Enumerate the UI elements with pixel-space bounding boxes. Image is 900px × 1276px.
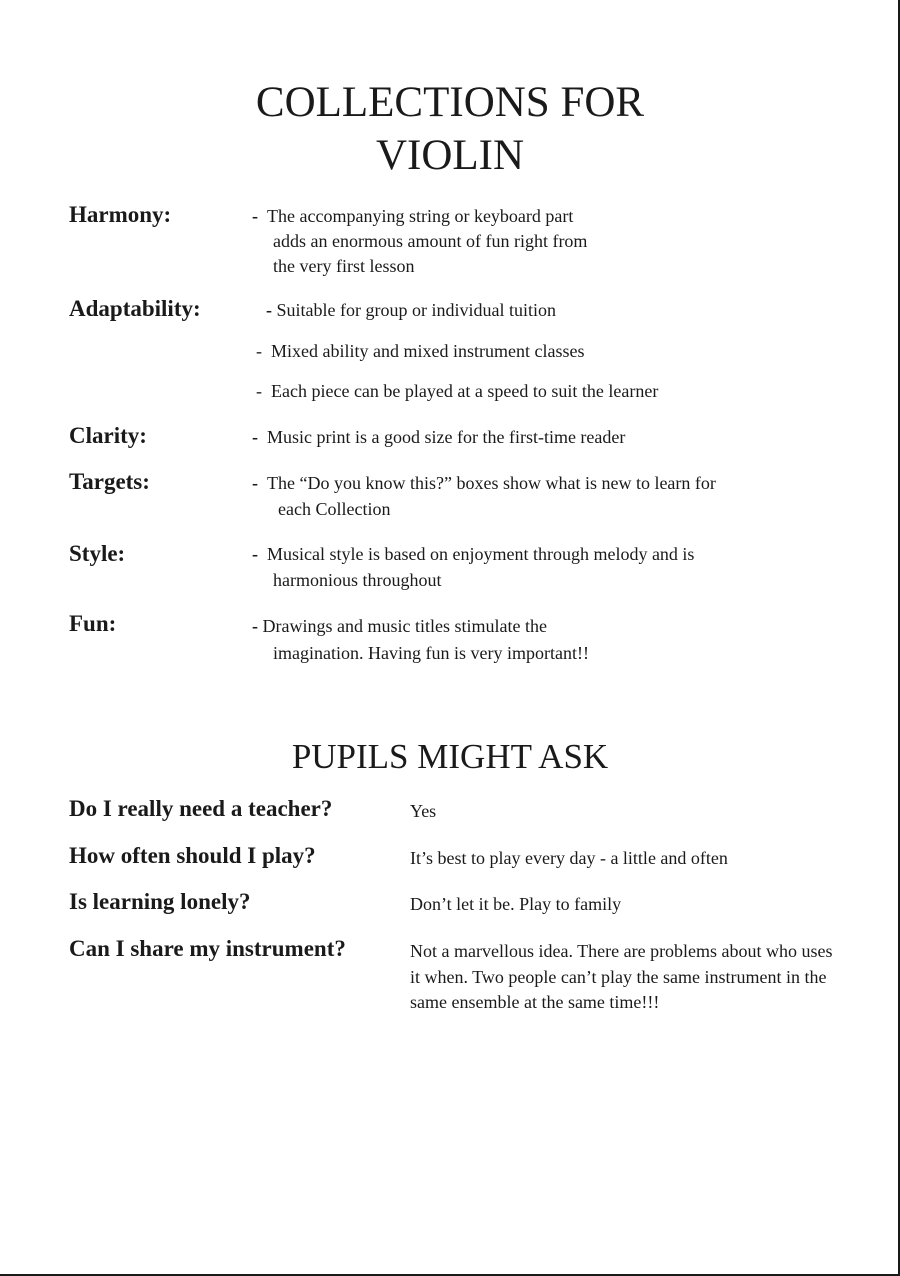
feature-dash: - <box>252 544 258 564</box>
section-title-pupils-might-ask: PUPILS MIGHT ASK <box>291 737 609 776</box>
feature-text: Mixed ability and mixed instrument classes <box>271 341 585 361</box>
feature-label: Targets: <box>69 469 150 494</box>
feature-dash: - <box>252 206 258 226</box>
feature-line <box>266 298 556 323</box>
feature-text: harmonious throughout <box>273 570 442 590</box>
qa-question: Do I really need a teacher? <box>69 796 333 821</box>
feature-label: Style: <box>69 541 126 566</box>
feature-line <box>252 204 573 229</box>
qa-answer: It’s best to play every day - a little and often <box>410 848 728 868</box>
feature-line <box>273 641 589 666</box>
feature-line <box>252 542 694 567</box>
feature-label: Harmony: <box>69 202 172 227</box>
feature-text: Each piece can be played at a speed to suit the learner <box>271 381 659 401</box>
feature-line <box>256 379 658 404</box>
feature-dash: - <box>256 381 262 401</box>
feature-text: adds an enormous amount of fun right from <box>273 231 588 251</box>
page-title-line-2: VIOLIN <box>375 132 525 179</box>
feature-text: each Collection <box>278 499 391 519</box>
feature-line <box>252 614 547 639</box>
qa-answer: Not a marvellous idea. There are problems about who uses it when. Two people can’t play the same instrument in the same ensemble at the same time!!! <box>410 941 833 1012</box>
feature-label: Adaptability: <box>69 296 201 321</box>
feature-label: Clarity: <box>69 423 147 448</box>
feature-text: Suitable for group or individual tuition <box>276 300 556 320</box>
feature-dash: - <box>256 341 262 361</box>
feature-line <box>273 568 442 593</box>
qa-question: Is learning lonely? <box>69 889 251 914</box>
qa-question: How often should I play? <box>69 843 316 868</box>
feature-line <box>252 425 625 450</box>
feature-dash: - <box>252 616 258 636</box>
page-title <box>0 76 900 182</box>
feature-dash: - <box>266 300 272 320</box>
feature-line <box>273 229 587 254</box>
feature-dash: - <box>252 427 258 447</box>
feature-line <box>256 339 584 364</box>
feature-line <box>278 497 390 522</box>
feature-text: the very first lesson <box>273 256 415 276</box>
feature-line <box>252 471 716 496</box>
feature-text: Music print is a good size for the first-time reader <box>267 427 626 447</box>
qa-question: Can I share my instrument? <box>69 936 346 961</box>
page-title-line-1: COLLECTIONS FOR <box>255 79 645 126</box>
feature-text: Drawings and music titles stimulate the <box>262 616 547 636</box>
feature-text: Musical style is based on enjoyment through melody and is <box>267 544 695 564</box>
feature-dash: - <box>252 473 258 493</box>
feature-line <box>273 254 414 279</box>
feature-text: The accompanying string or keyboard part <box>267 206 574 226</box>
feature-text: imagination. Having fun is very important!! <box>273 643 589 663</box>
feature-label: Fun: <box>69 611 117 636</box>
feature-text: The “Do you know this?” boxes show what is new to learn for <box>267 473 716 493</box>
qa-answer: Don’t let it be. Play to family <box>410 894 622 914</box>
qa-answer: Yes <box>410 801 437 821</box>
